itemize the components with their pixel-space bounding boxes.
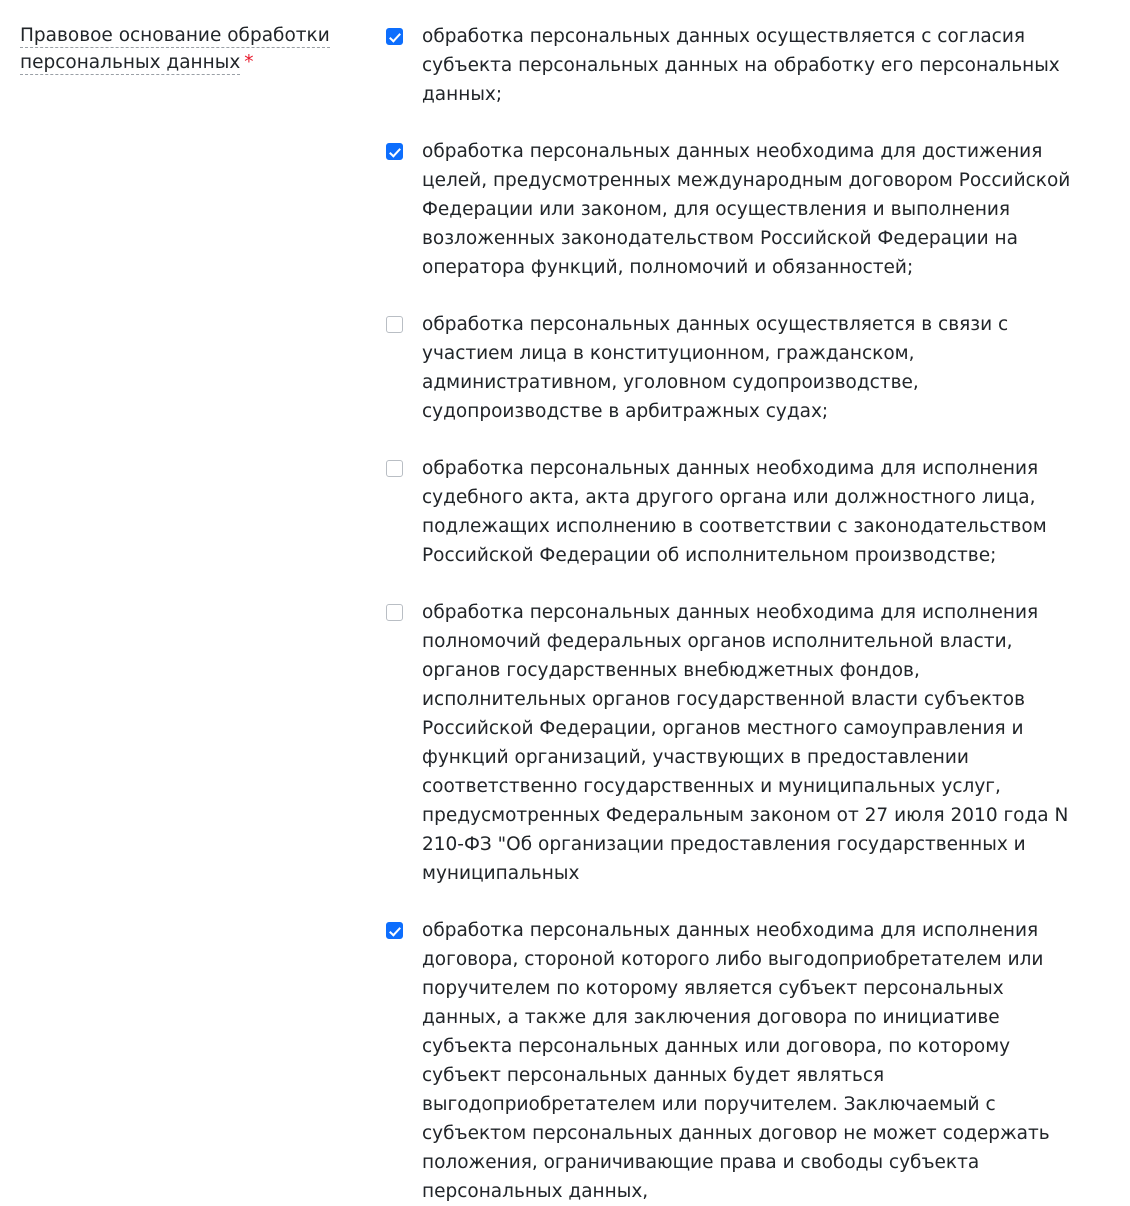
checkbox-option-label[interactable]: обработка персональных данных необходима для исполнения договора, стороной которого либо выгодоприобретателем или поручителем по которому является субъект персональных данных, а также для заключения договора по инициативе субъекта персональных данных или договора, по которому субъект персональных данных будет являться выгодоприобретателем или поручителем. Заключаемый с субъектом персональных данных договор не может содержать положения, ограничивающие права и свободы субъекта персональных данных,: [422, 920, 1050, 1202]
checkbox-option[interactable]: [386, 137, 1110, 282]
checkbox-option[interactable]: [386, 310, 1110, 426]
checkbox-option-label[interactable]: обработка персональных данных осуществляется в связи с участием лица в конституционном, гражданском, административном, уголовном судопроизводстве, судопроизводстве в арбитражных судах;: [422, 314, 1009, 422]
field-label-column: [0, 22, 380, 76]
checkbox-option-label[interactable]: обработка персональных данных необходима для исполнения полномочий федеральных органов исполнительной власти, органов государственных внебюджетных фондов, исполнительных органов государственной власти субъектов Российской Федерации, органов местного самоуправления и функций организаций, участвующих в предоставлении соответственно государственных и муниципальных услуг, предусмотренных Федеральным законом от 27 июля 2010 года N 210-ФЗ "Об организации предоставления государственных и муниципальных: [422, 602, 1069, 884]
checkbox-option[interactable]: [386, 22, 1110, 109]
checkbox-option[interactable]: [386, 598, 1110, 888]
checkbox-unchecked-icon[interactable]: [386, 604, 403, 621]
field-label: [20, 22, 380, 76]
checkbox-option-label[interactable]: обработка персональных данных необходима для достижения целей, предусмотренных международным договором Российской Федерации или законом, для осуществления и выполнения возложенных законодательством Российской Федерации на оператора функций, полномочий и обязанностей;: [422, 141, 1071, 278]
checkbox-option[interactable]: [386, 916, 1110, 1206]
field-label-text: Правовое основание обработки персональных данных: [20, 25, 330, 73]
checkbox-unchecked-icon[interactable]: [386, 460, 403, 477]
checkbox-option[interactable]: [386, 454, 1110, 570]
checkbox-checked-icon[interactable]: [386, 28, 403, 45]
required-asterisk: *: [244, 52, 254, 73]
checkbox-checked-icon[interactable]: [386, 922, 403, 939]
checkbox-option-label[interactable]: обработка персональных данных осуществляется с согласия субъекта персональных данных на обработку его персональных данных;: [422, 26, 1060, 105]
checkbox-checked-icon[interactable]: [386, 143, 403, 160]
legal-basis-checkbox-group: [380, 22, 1130, 1206]
checkbox-option-label[interactable]: обработка персональных данных необходима для исполнения судебного акта, акта другого органа или должностного лица, подлежащих исполнению в соответствии с законодательством Российской Федерации об исполнительном производстве;: [422, 458, 1047, 566]
checkbox-unchecked-icon[interactable]: [386, 316, 403, 333]
